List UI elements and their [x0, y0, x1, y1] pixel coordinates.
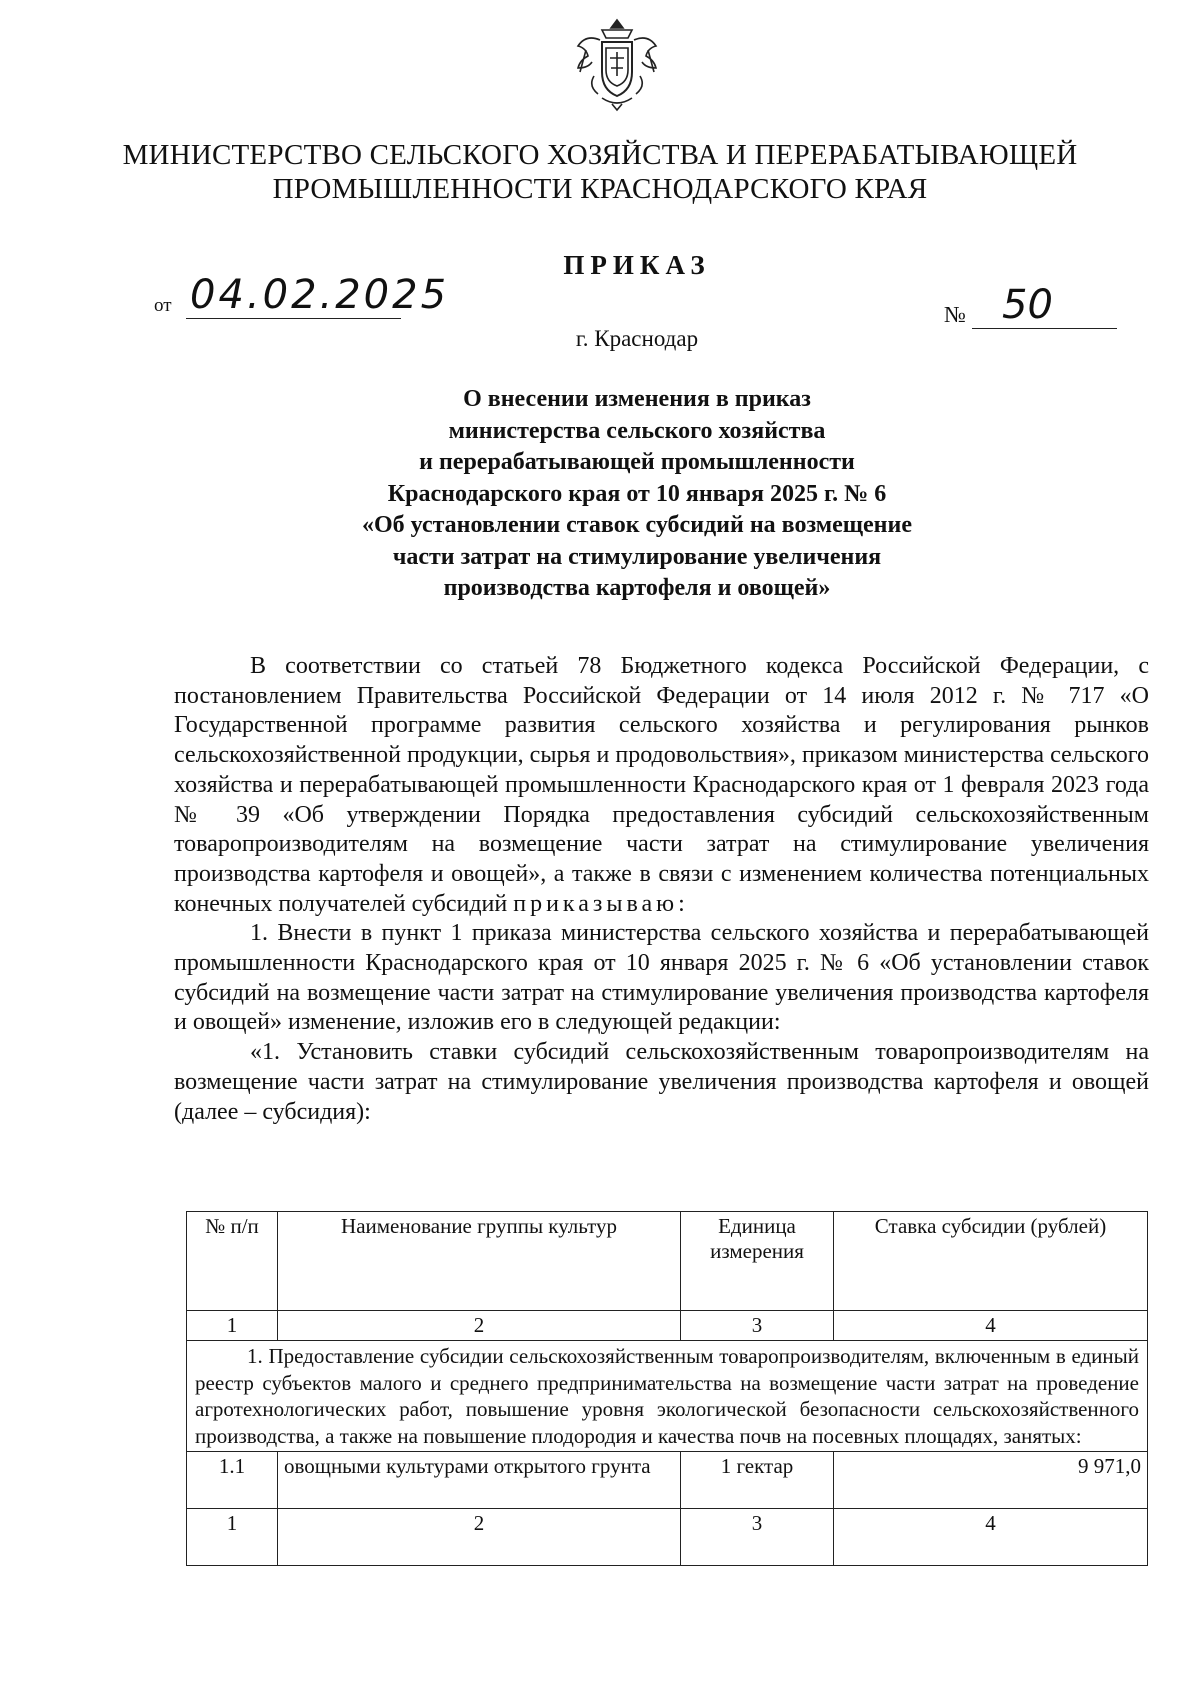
clause-1-paragraph: 1. Внести в пункт 1 приказа министерства сельского хозяйства и перерабатывающей промышленности Краснодарского края от 10 января 2025 г. № 6 «Об установлении ставок субсидий на возмещение части затрат на стимулирование увеличения производства картофеля и овощей» изменение, изложив его в следующей редакции: [174, 920, 1149, 1036]
numbering-cell: 1 [187, 1509, 278, 1566]
table-row [187, 1452, 1148, 1509]
numbering-cell: 1 [187, 1311, 278, 1341]
numbering-cell: 2 [278, 1311, 681, 1341]
subject-line: Краснодарского края от 10 января 2025 г. № 6 [387, 480, 887, 507]
ministry-line-1: МИНИСТЕРСТВО СЕЛЬСКОГО ХОЗЯЙСТВА И ПЕРЕРАБАТЫВАЮЩЕЙ [122, 139, 1078, 171]
numbering-cell: 4 [834, 1509, 1148, 1566]
city: г. Краснодар [575, 326, 699, 351]
numbering-cell: 4 [834, 1311, 1148, 1341]
subject-line: и перерабатывающей промышленности [419, 449, 855, 475]
preamble-text: В соответствии со статьей 78 Бюджетного кодекса Российской Федерации, с постановлением Правительства Российской Федерации от 14 июля 2012 г. № 717 «О Государственной программе развития сельского хозяйства и регулирования рынков сельскохозяйственной продукции, сырья и продовольствия», приказом министерства сельского хозяйства и перерабатывающей промышленности Краснодарского края от 1 февраля 2023 года № 39 «Об утверждении Порядка предоставления субсидий сельскохозяйственным товаропроизводителям на возмещение части затрат на стимулирование увеличения производства картофеля и овощей», а также в связи с изменением количества потенциальных конечных получателей субсидий [174, 653, 1149, 917]
table-section-row [187, 1341, 1148, 1452]
coat-of-arms-icon [572, 14, 662, 114]
document-type: ПРИКАЗ [563, 250, 711, 280]
order-body [174, 652, 1149, 1127]
subject-line: О внесении изменения в приказ [463, 386, 811, 412]
date-label: от [154, 295, 172, 316]
header-cell: Наименование группы культур [278, 1212, 681, 1311]
ministry-line-2: ПРОМЫШЛЕННОСТИ КРАСНОДАРСКОГО КРАЯ [272, 173, 928, 205]
table-header-row [187, 1212, 1148, 1311]
header-cell: № п/п [187, 1212, 278, 1311]
handwritten-date: 04.02.2025 [190, 272, 450, 318]
section-text: 1. Предоставление субсидии сельскохозяйственным товаропроизводителям, включенным в единый реестр субъектов малого и среднего предпринимательства на возмещение части затрат на проведение агротехнологических работ, повышение уровня экологической безопасности сельскохозяйственного производства, а также на повышение плодородия и качества почв на посевных площадях, занятых: [187, 1341, 1148, 1452]
preamble-paragraph [174, 652, 1149, 919]
subject-line: производства картофеля и овощей» [443, 575, 831, 601]
number-label: № [944, 302, 966, 327]
subject-line: министерства сельского хозяйства [448, 417, 826, 444]
order-subject [300, 384, 974, 605]
header-cell: Единица измерения [681, 1212, 834, 1311]
ministry-name [120, 138, 1080, 206]
subject-line: «Об установлении ставок субсидий на возмещение [362, 512, 912, 538]
unit: 1 гектар [681, 1452, 834, 1509]
subsidy-rate: 9 971,0 [834, 1452, 1148, 1509]
clause-1-new-text: «1. Установить ставки субсидий сельскохозяйственным товаропроизводителям на возмещение части затрат на стимулирование увеличения производства картофеля и овощей (далее – субсидия): [174, 1039, 1149, 1125]
table-numbering-row [187, 1311, 1148, 1341]
numbering-cell: 2 [278, 1509, 681, 1566]
subject-line: части затрат на стимулирование увеличения [392, 543, 882, 570]
handwritten-number: 50 [1002, 282, 1053, 328]
subsidy-rates-table [186, 1211, 1148, 1566]
row-number: 1.1 [187, 1452, 278, 1509]
crop-group: овощными культурами открытого грунта [278, 1452, 681, 1509]
table-footer-numbering-row [187, 1509, 1148, 1566]
header-cell: Ставка субсидии (рублей) [834, 1212, 1148, 1311]
order-word: приказываю: [513, 890, 689, 917]
numbering-cell: 3 [681, 1311, 834, 1341]
date-underline [186, 318, 401, 319]
numbering-cell: 3 [681, 1509, 834, 1566]
